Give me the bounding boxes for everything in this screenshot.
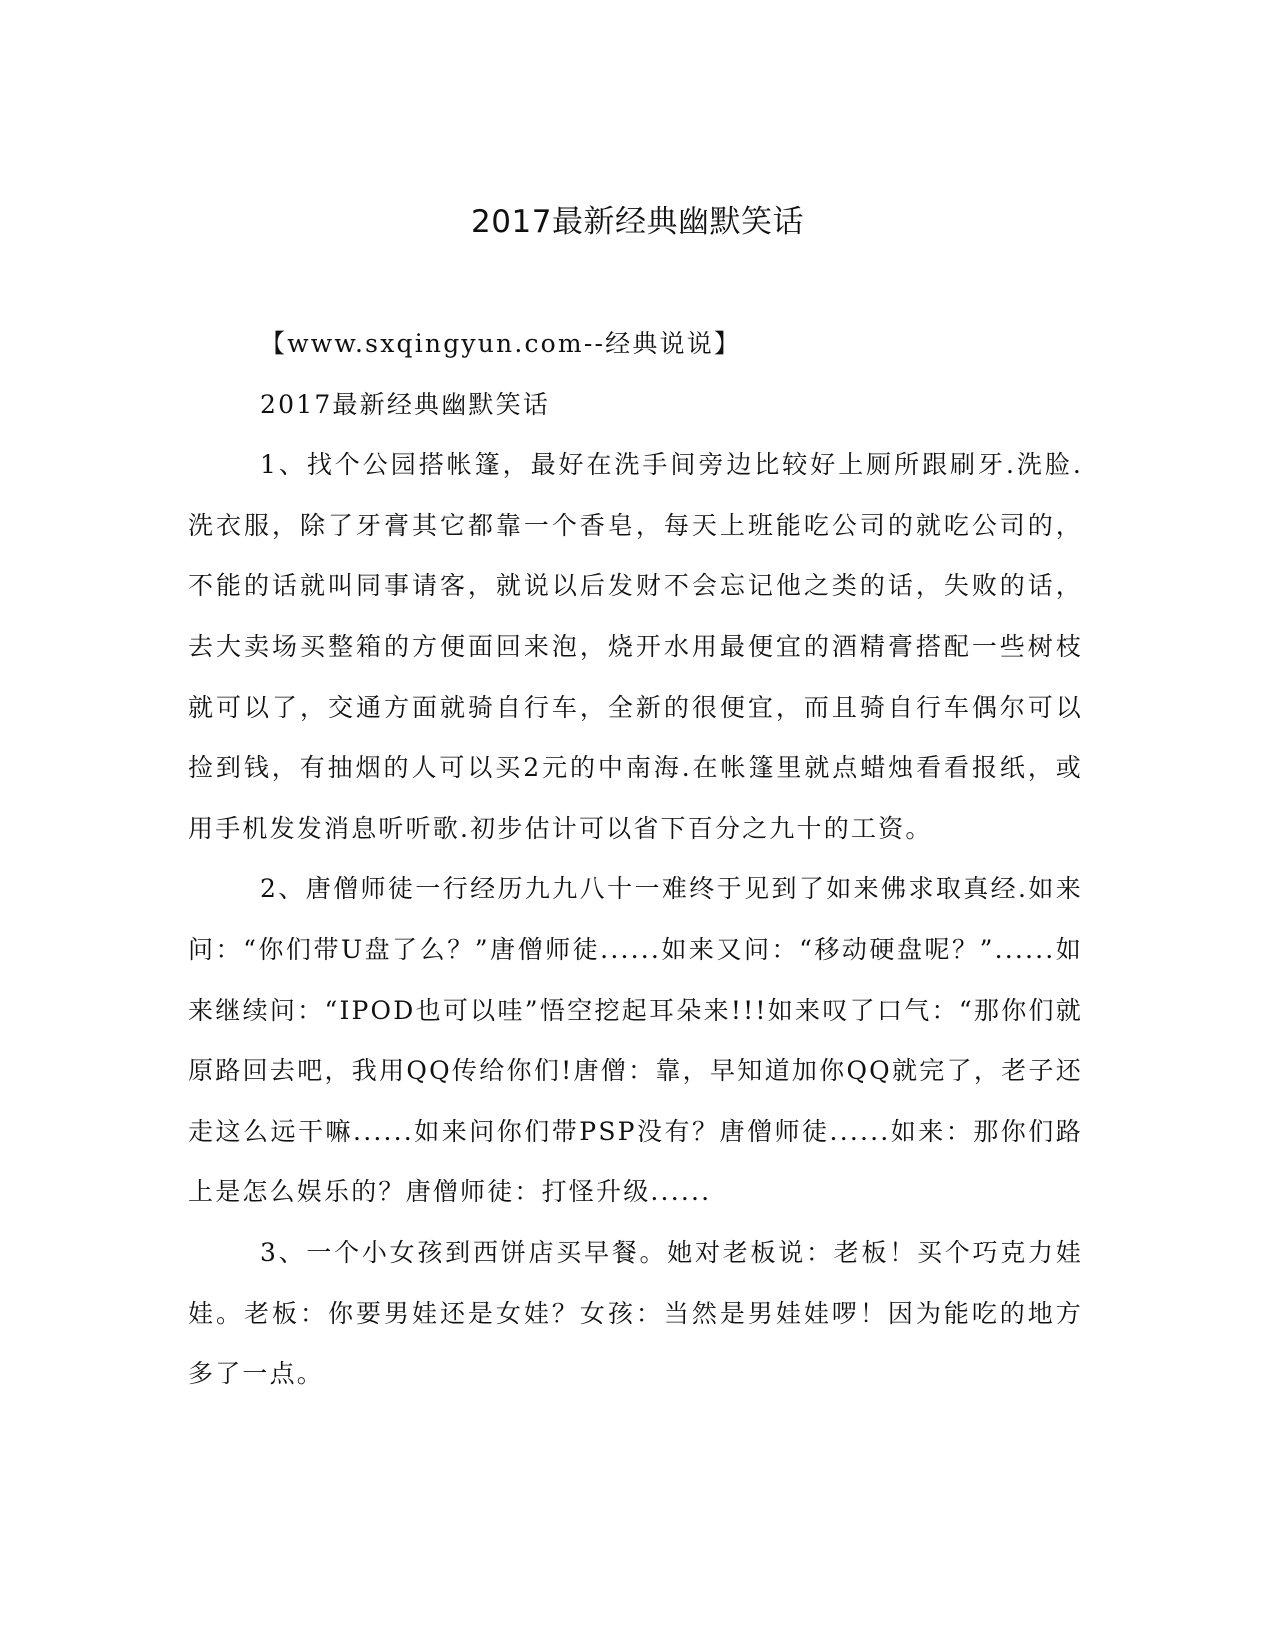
source-line: 【www.sxqingyun.com--经典说说】 (260, 329, 742, 358)
joke-paragraph-1: 1、找个公园搭帐篷，最好在洗手间旁边比较好上厕所跟刷牙.洗脸.洗衣服，除了牙膏其它都靠一个香皂，每天上班能吃公司的就吃公司的，不能的话就叫同事请客，就说以后发财不会忘记他之类的话，失败的话，去大卖场买整箱的方便面回来泡，烧开水用最便宜的酒精膏搭配一些树枝就可以了，交通方面就骑自行车，全新的很便宜，而且骑自行车偶尔可以捡到钱，有抽烟的人可以买2元的中南海.在帐篷里就点蜡烛看看报纸，或用手机发发消息听听歌.初步估计可以省下百分之九十的工资。 (188, 450, 1083, 843)
subtitle-line: 2017最新经典幽默笑话 (260, 389, 551, 419)
joke-paragraph-3: 3、一个小女孩到西饼店买早餐。她对老板说：老板！买个巧克力娃娃。老板：你要男娃还是女娃？女孩：当然是男娃娃啰！因为能吃的地方多了一点。 (188, 1237, 1083, 1389)
document-title: 2017最新经典幽默笑话 (471, 204, 804, 240)
document-body (188, 314, 1083, 1405)
joke-paragraph-2: 2、唐僧师徒一行经历九九八十一难终于见到了如来佛求取真经.如来问：“你们带U盘了么？”唐僧师徒......如来又问：“移动硬盘呢？”......如来继续问：“IPOD也可以哇”悟空挖起耳朵来!!!如来叹了口气：“那你们就原路回去吧，我用QQ传给你们!唐僧：靠，早知道加你QQ就完了，老子还走这么远干嘛......如来问你们带PSP没有？唐僧师徒......如来：那你们路上是怎么娱乐的？唐僧师徒：打怪升级...... (188, 874, 1083, 1207)
